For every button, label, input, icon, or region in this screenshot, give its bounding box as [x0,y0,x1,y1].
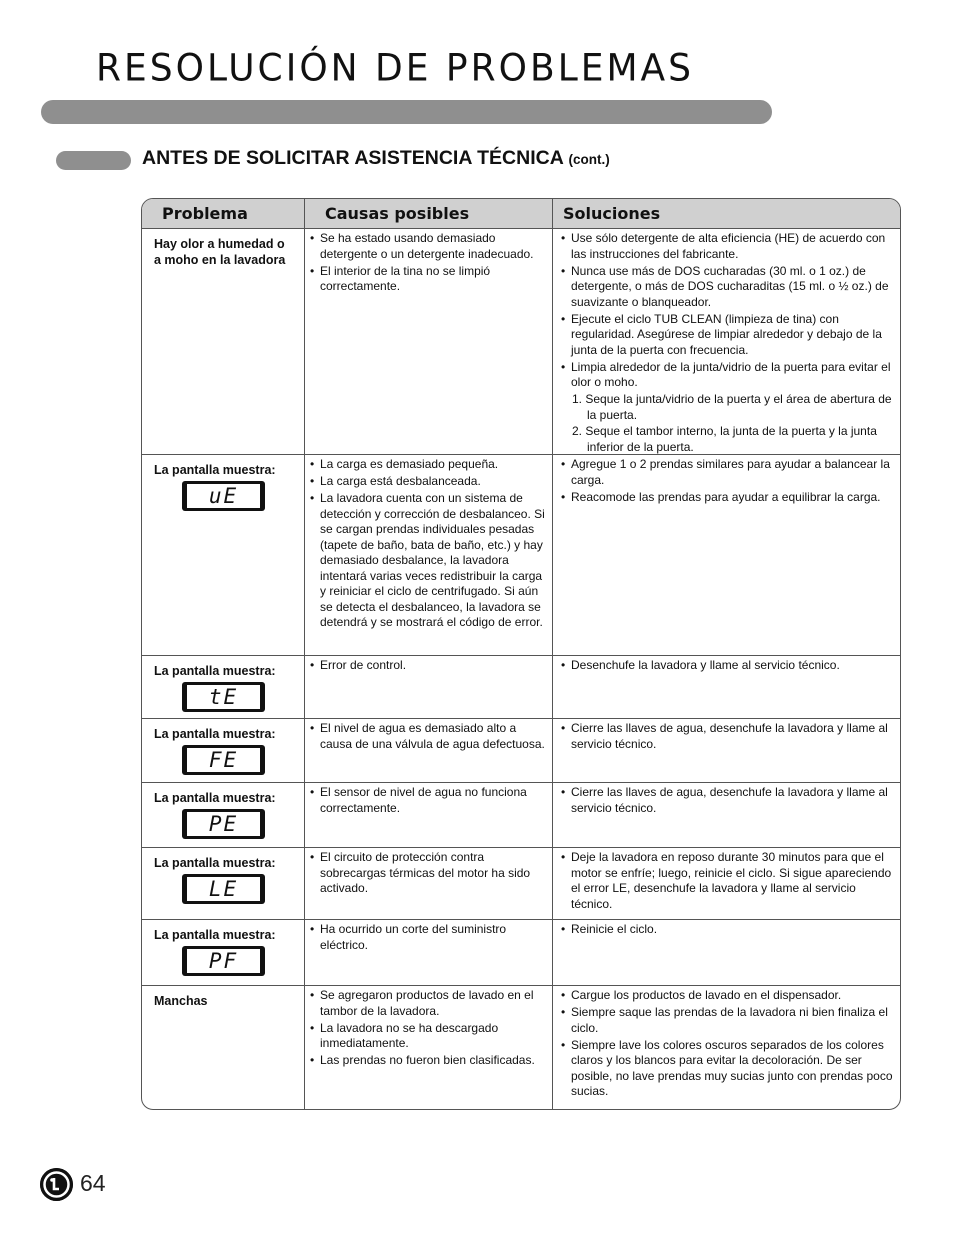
lg-logo-icon [40,1168,73,1201]
section-heading-text: ANTES DE SOLICITAR ASISTENCIA TÉCNICA [142,147,564,169]
problem-label: La pantalla muestra: [154,856,276,870]
solution-item: • Cierre las llaves de agua, desenchufe la lavadora y llame al servicio técnico. [561,785,894,816]
causes-cell [310,231,550,296]
problem-label: La pantalla muestra: [154,664,276,678]
cause-item: • Error de control. [310,658,550,674]
solutions-cell [561,988,894,1101]
solutions-cell [561,658,894,675]
solution-step: 1. Seque la junta/vidrio de la puerta y el área de abertura de la puerta. [572,392,892,422]
solutions-cell [561,231,894,456]
error-display-window [187,748,260,772]
problem-label: La pantalla muestra: [154,463,276,477]
solutions-cell [561,922,894,939]
solution-item: • Desenchufe la lavadora y llame al servicio técnico. [561,658,894,674]
solution-item: • Cargue los productos de lavado en el dispensador. [561,988,894,1004]
problem-label: La pantalla muestra: [154,928,276,942]
column-divider [304,199,305,1109]
header-problema: Problema [162,204,248,223]
row-divider [142,782,900,783]
problem-label: La pantalla muestra: [154,791,276,805]
causes-cell [310,721,550,754]
cause-item: • El circuito de protección contra sobrecargas térmicas del motor ha sido activado. [310,850,550,897]
solutions-cell [561,850,894,914]
solution-item: • Ejecute el ciclo TUB CLEAN (limpieza de tina) con regularidad. Asegúrese de limpiar alrededor y debajo de la junta de la puerta con frecuencia. [561,312,894,359]
solution-item: • Reacomode las prendas para ayudar a equilibrar la carga. [561,490,894,506]
cause-item: • La carga es demasiado pequeña. [310,457,550,473]
row-divider [142,454,900,455]
cause-item: • La carga está desbalanceada. [310,474,550,490]
cause-item: • Se ha estado usando demasiado detergente o un detergente inadecuado. [310,231,550,262]
error-display-window [187,685,260,709]
solution-item: • Limpia alrededor de la junta/vidrio de la puerta para evitar el olor o moho. [561,360,894,391]
section-heading-cont: (cont.) [568,152,610,167]
section-heading [142,147,610,170]
error-display [182,481,265,511]
solution-item: • Deje la lavadora en reposo durante 30 minutos para que el motor se enfríe; luego, reinicie el ciclo. Si sigue apareciendo el error LE, desenchufe la lavadora y llame al servicio técnico. [561,850,894,912]
problem-label: Hay olor a humedad o a moho en la lavadora [154,237,286,267]
solution-item: • Nunca use más de DOS cucharadas (30 ml. o 1 oz.) de detergente, o más de DOS cucharaditas (15 ml. o ½ oz.) de suavizante o blanqueador. [561,264,894,311]
cause-item: • Ha ocurrido un corte del suministro eléctrico. [310,922,550,953]
header-soluciones: Soluciones [563,204,661,223]
causes-cell [310,658,550,675]
solution-item: • Siempre lave los colores oscuros separados de los colores claros y los blancos para evitar la decoloración. De ser posible, no lave prendas muy sucias junto con prendas poco sucias. [561,1038,894,1100]
solutions-cell [561,457,894,507]
error-display [182,809,265,839]
row-divider [142,718,900,719]
table-header [142,199,900,229]
row-divider [142,919,900,920]
solution-item: • Agregue 1 o 2 prendas similares para ayudar a balancear la carga. [561,457,894,488]
cause-item: • La lavadora cuenta con un sistema de detección y corrección de desbalanceo. Si se cargan prendas individuales pesadas (tapete de baño, bata de baño, etc.) y hay demasiado desbalance, la lavadora intentará varias veces redistribuir la carga y reiniciar el ciclo de centrifugado. Si aún se detecta el desbalanceo, la lavadora se detendrá y se mostrará el código de error. [310,491,550,631]
solution-item: • Use sólo detergente de alta eficiencia (HE) de acuerdo con las instrucciones del fabricante. [561,231,894,262]
causes-cell [310,850,550,898]
causes-cell [310,785,550,818]
error-display [182,682,265,712]
error-display-window [187,949,260,973]
solution-step: 2. Seque el tambor interno, la junta de la puerta y la junta inferior de la puerta. [572,424,877,454]
page-title: RESOLUCIÓN DE PROBLEMAS [96,46,695,91]
solution-item: • Reinicie el ciclo. [561,922,894,938]
solution-item: • Cierre las llaves de agua, desenchufe la lavadora y llame al servicio técnico. [561,721,894,752]
error-display [182,946,265,976]
page-number: 64 [80,1170,106,1196]
header-causas: Causas posibles [325,204,470,223]
error-display-window [187,812,260,836]
troubleshooting-table [141,198,901,1110]
error-code: LE [208,877,239,901]
section-pill [56,151,131,170]
causes-cell [310,922,550,955]
row-divider [142,985,900,986]
error-code: uE [208,484,239,508]
error-code: PF [208,949,239,973]
problem-label: Manchas [154,994,208,1008]
cause-item: • Las prendas no fueron bien clasificadas. [310,1053,550,1069]
error-code: tE [208,685,239,709]
solutions-cell [561,721,894,754]
cause-item: • La lavadora no se ha descargado inmediatamente. [310,1021,550,1052]
row-divider [142,847,900,848]
error-display [182,874,265,904]
solution-item: • Siempre saque las prendas de la lavadora ni bien finaliza el ciclo. [561,1005,894,1036]
error-display-window [187,484,260,508]
cause-item: • Se agregaron productos de lavado en el tambor de la lavadora. [310,988,550,1019]
solutions-cell [561,785,894,818]
error-display [182,745,265,775]
cause-item: • El interior de la tina no se limpió correctamente. [310,264,550,295]
column-divider [552,199,553,1109]
cause-item: • El sensor de nivel de agua no funciona correctamente. [310,785,550,816]
causes-cell [310,988,550,1070]
error-code: PE [208,812,239,836]
error-display-window [187,877,260,901]
title-bar [41,100,772,124]
row-divider [142,655,900,656]
problem-label: La pantalla muestra: [154,727,276,741]
cause-item: • El nivel de agua es demasiado alto a causa de una válvula de agua defectuosa. [310,721,550,752]
causes-cell [310,457,550,632]
error-code: FE [208,748,239,772]
